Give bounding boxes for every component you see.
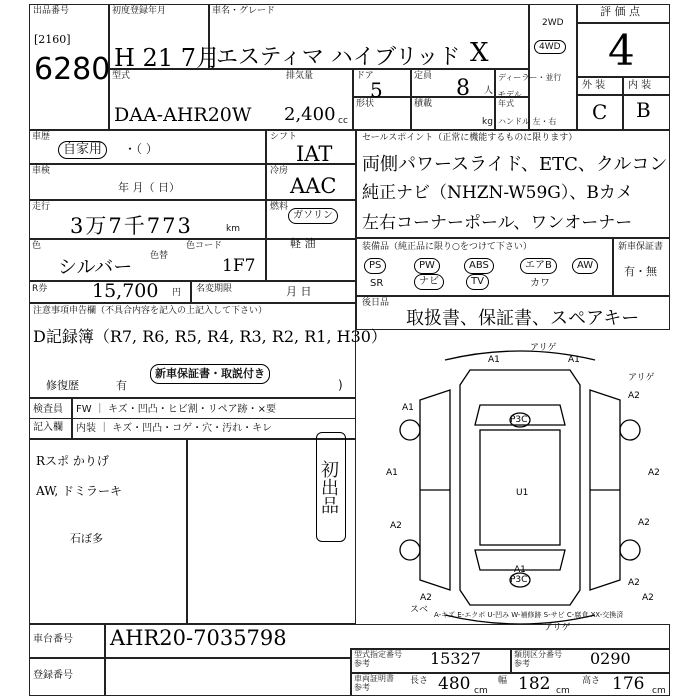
warranty-label: 新車保証書: [618, 242, 664, 252]
inspector-label-2: 記入欄: [33, 422, 63, 433]
diagram-legend: A-キズ E-エクボ U-凹み W-補修跡 S-サビ C-腐食 XX-交換済: [434, 611, 624, 619]
shift-label: シフト: [270, 132, 298, 142]
lot-code: [2160]: [34, 33, 71, 46]
type-spec-value: 15327: [430, 649, 481, 668]
doors-label: ドア: [356, 71, 374, 81]
equip-tv: TV: [466, 274, 489, 290]
repair-label: 修復歴: [46, 379, 79, 392]
mark-a1-rear: A1: [514, 565, 526, 575]
equip-sr: SR: [370, 278, 384, 289]
color-code-label: 色コード: [186, 241, 223, 251]
rear-items-value: 取扱書、保証書、スペアキー: [406, 308, 640, 329]
equip-leather: カワ: [530, 278, 550, 289]
score-label: 評 価 点: [600, 5, 640, 18]
equip-pw: PW: [414, 258, 440, 274]
mark-a2-right-front: A2: [628, 391, 640, 401]
mark-sube: スベ: [410, 605, 429, 615]
equip-abs: ABS: [464, 258, 494, 274]
equip-ps: PS: [364, 258, 386, 274]
inspector-row-1: FW ｜ キズ・凹凸・ヒビ割・リペア跡・×要: [76, 404, 276, 415]
notes-value: D記録簿（R7, R6, R5, R4, R3, R2, R1, H30）: [33, 327, 387, 346]
length-label: 長さ: [410, 676, 429, 686]
history-label: 車歴: [32, 132, 51, 142]
mark-a2-left-bottom: A2: [420, 593, 432, 603]
int-label: 内 装: [628, 80, 652, 91]
type-spec-label: 型式指定番号 参考: [354, 650, 402, 668]
equip-navi: ナビ: [414, 274, 444, 290]
inspector-note-1: Rスポ かりげ: [36, 454, 109, 468]
repair-value: 有: [116, 379, 127, 392]
drive-4wd: 4WD: [534, 40, 566, 54]
mark-a2-right-rear: A2: [638, 518, 650, 528]
int-value: B: [636, 98, 651, 122]
mileage-value: 3万7千773: [70, 214, 193, 238]
fuel-alt: 軽 油: [290, 237, 316, 250]
sales-label: セールスポイント（正常に機能するものに限ります）: [362, 133, 578, 143]
length-unit: cm: [474, 686, 488, 696]
width-unit: cm: [556, 686, 570, 696]
wheel-front-left: [400, 420, 420, 440]
sales-line-3: 左右コーナーポール、ワンオーナー: [362, 213, 633, 233]
mark-a1-left-front: A1: [402, 403, 414, 413]
sales-line-2: 純正ナビ（NHZN-W59G）、Bカメ: [362, 183, 633, 203]
reg-date-label: 初度登録年月: [112, 6, 167, 16]
mileage-label: 走行: [32, 202, 51, 212]
sales-line-1: 両側パワースライド、ETC、クルコン: [362, 154, 668, 175]
dealer-label: ディーラー・並行: [498, 73, 562, 82]
class-label: 類別区分番号 参考: [514, 650, 562, 668]
mark-a2-right-bottom: A2: [628, 578, 640, 588]
mark-p3c-front-label: P3C: [510, 415, 528, 425]
model-label: 型式: [112, 71, 131, 81]
wheel-rear-right: [620, 540, 640, 560]
drive-2wd: 2WD: [542, 18, 564, 28]
car-name-label: 車名・グレード: [212, 6, 276, 16]
mark-arige-right: アリゲ: [628, 373, 655, 383]
history-paren: ・（ ）: [124, 142, 158, 156]
equip-airbag: エアB: [520, 258, 557, 274]
dims-label: 車両証明書 参考: [354, 674, 394, 692]
doors-value: 5: [370, 78, 383, 102]
inspection-label: 車検: [32, 166, 51, 176]
car-diagram: [380, 343, 670, 633]
seats-unit: 人: [484, 86, 494, 96]
reg-date-value: H 21 7月: [114, 44, 220, 72]
r-unit: 円: [172, 288, 182, 298]
mark-arige-front: アリゲ: [530, 343, 557, 353]
reg-no-label: 登録番号: [33, 670, 73, 681]
mark-p3c-rear-label: P3C: [510, 575, 528, 585]
mark-a1-front-left: A1: [488, 355, 500, 365]
seats-value: 8: [456, 76, 470, 101]
rear-items-label: 後日品: [362, 298, 390, 308]
model-value: DAA-AHR20W: [114, 104, 252, 126]
warranty-stamp: 新車保証書・取説付き: [150, 364, 270, 384]
ext-label: 外 装: [582, 80, 606, 91]
handle-label: ハンドル 左・右: [498, 117, 557, 126]
wheel-front-right: [620, 420, 640, 440]
ac-value: AAC: [290, 174, 337, 198]
equipment-label: 装備品（純正品に限り○をつけて下さい）: [362, 242, 532, 252]
cc-unit: cc: [338, 116, 348, 126]
inspector-label-1: 検査員: [33, 404, 63, 415]
shift-value: IAT: [296, 142, 333, 166]
color-change-label: 色替: [150, 251, 169, 261]
load-label: 積載: [414, 99, 433, 109]
mark-arige-rear: アリゲ: [544, 623, 571, 633]
cc-value: 2,400: [284, 104, 336, 125]
mileage-unit: km: [226, 224, 240, 234]
inspector-note-2: AW, ドミラーキ: [36, 484, 123, 498]
history-value: 自家用: [58, 141, 107, 159]
length-value: 480: [438, 674, 471, 694]
lot-number: 6280: [34, 52, 111, 87]
warranty-value: 有・無: [624, 265, 657, 278]
grade-value: X: [470, 38, 489, 68]
fuel-label: 燃料: [270, 202, 289, 212]
r-value: 15,700: [92, 280, 159, 302]
lot-label: 出品番号: [33, 6, 70, 16]
class-value: 0290: [590, 649, 631, 668]
mark-a2-left-rear: A2: [390, 521, 402, 531]
height-label: 高さ: [582, 676, 601, 686]
cc-label: 排気量: [286, 71, 314, 81]
shape-label: 形状: [356, 99, 375, 109]
model-year-label: モデル 年式: [498, 90, 522, 108]
ac-label: 冷房: [270, 166, 289, 176]
height-unit: cm: [652, 686, 666, 696]
wheel-rear-left: [400, 540, 420, 560]
load-unit: kg: [482, 117, 493, 127]
inspector-note-3: 石ぼ多: [70, 532, 103, 545]
notes-label: 注意事項申告欄（不具合内容を記入の上記入して下さい）: [33, 306, 268, 316]
r-label: R券: [32, 284, 48, 294]
chassis-label: 車台番号: [33, 634, 73, 645]
inspector-row-2: 内装 ｜ キズ・凹凸・コゲ・穴・汚れ・キレ: [76, 423, 273, 434]
fuel-value: ガソリン: [288, 208, 338, 224]
ext-value: C: [592, 100, 608, 124]
width-label: 幅: [498, 676, 508, 686]
mark-u1-roof: U1: [516, 488, 529, 498]
first-listing-badge: 初出品: [316, 432, 346, 542]
score-value: 4: [608, 26, 635, 75]
mark-a2-rear-bumper: A2: [642, 593, 654, 603]
inspection-value: 年 月（ 日）: [118, 181, 180, 194]
width-value: 182: [518, 674, 551, 694]
mark-a1-left-mid: A1: [386, 468, 398, 478]
car-name-value: エスティマ ハイブリッド: [216, 45, 461, 70]
mark-a1-front-right: A1: [568, 355, 580, 365]
mark-a2-right-mid: A2: [648, 468, 660, 478]
name-change-value: 月 日: [286, 285, 312, 298]
color-value: シルバー: [58, 256, 133, 278]
seats-label: 定員: [414, 71, 433, 81]
chassis-value: AHR20-7035798: [110, 626, 287, 650]
name-change-label: 名変期限: [196, 284, 233, 294]
color-code-value: 1F7: [222, 256, 256, 276]
equip-aw: AW: [572, 258, 598, 274]
height-value: 176: [612, 674, 645, 694]
color-label: 色: [32, 241, 42, 251]
